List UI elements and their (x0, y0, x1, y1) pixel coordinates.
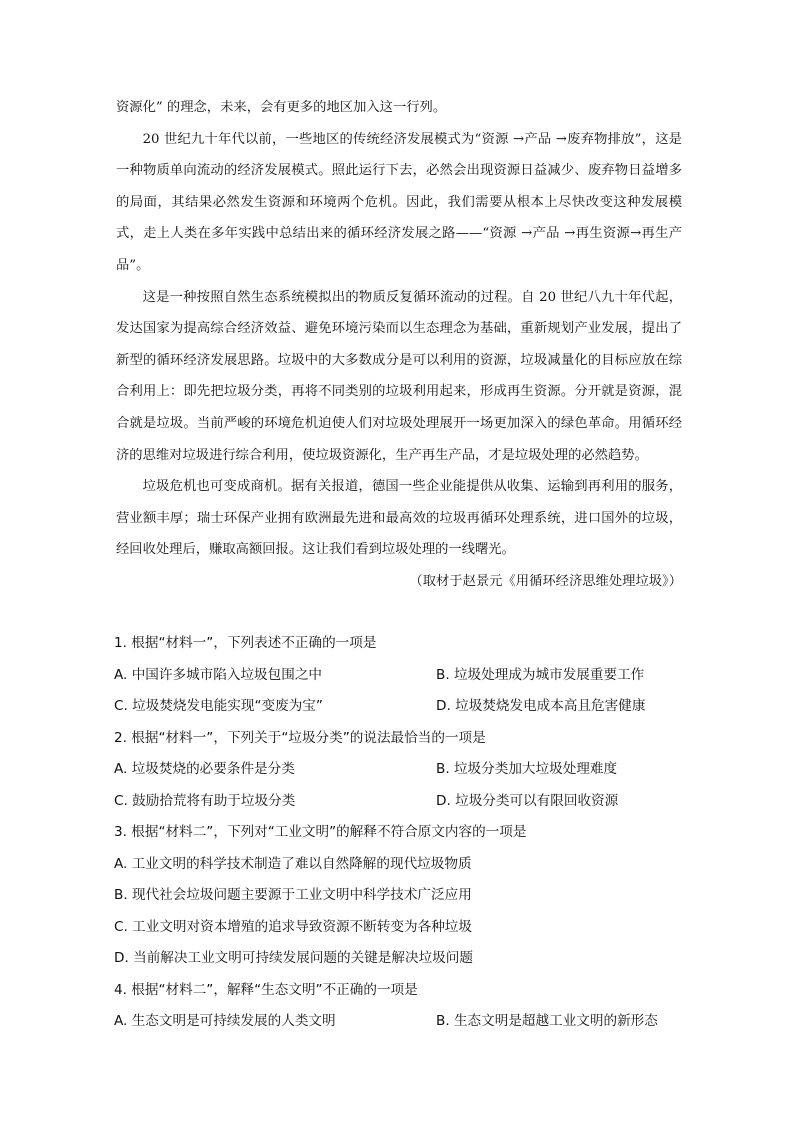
passage-source: （取材于赵景元《用循环经济思维处理垃圾》） (409, 573, 682, 589)
question-3 (114, 817, 684, 975)
option-row (114, 754, 684, 786)
option-a: A. 工业文明的科学技术制造了难以自然降解的现代垃圾物质 (114, 855, 472, 872)
option-b: B. 垃圾处理成为城市发展重要工作 (436, 666, 645, 683)
question-4 (114, 975, 684, 1038)
option-row (114, 691, 684, 723)
question-1 (114, 628, 684, 723)
option-d: D. 垃圾焚烧发电成本高且危害健康 (436, 698, 646, 714)
reading-passage (116, 92, 682, 598)
question-list (114, 628, 684, 1038)
option-b: B. 现代社会垃圾问题主要源于工业文明中科学技术广泛应用 (114, 887, 472, 903)
question-2 (114, 723, 684, 818)
option-c: C. 垃圾焚烧发电能实现“变废为宝” (114, 698, 323, 714)
option-row (114, 786, 684, 818)
question-stem: 3. 根据“材料二”，下列对“工业文明”的解释不符合原文内容的一项是 (114, 824, 527, 840)
option-row (114, 1006, 684, 1038)
question-stem: 4. 根据“材料二”，解释“生态文明”不正确的一项是 (114, 981, 418, 998)
passage-paragraph-1: 资源化” 的理念，未来，会有更多的地区加入这一行列。 (116, 100, 447, 115)
option-a: A. 中国许多城市陷入垃圾包围之中 (114, 666, 323, 683)
option-a: A. 垃圾焚烧的必要条件是分类 (114, 761, 295, 777)
option-a: A. 生态文明是可持续发展的人类文明 (114, 1013, 336, 1029)
option-d: D. 当前解决工业文明可持续发展问题的关键是解决垃圾问题 (114, 950, 473, 966)
question-stem: 1. 根据“材料一”，下列表述不正确的一项是 (114, 635, 377, 651)
option-c: C. 鼓励拾荒将有助于垃圾分类 (114, 792, 296, 809)
passage-paragraph-4: 垃圾危机也可变成商机。据有关报道，德国一些企业能提供从收集、运输到再利用的服务，营业额丰厚；瑞士环保产业拥有欧洲最先进和最高效的垃圾再循环处理系统，进口国外的垃圾，经回收处理后，赚取高额回报。这让我们看到垃圾处理的一线曙光。 (116, 479, 682, 558)
option-d: D. 垃圾分类可以有限回收资源 (436, 792, 619, 809)
passage-paragraph-2: 20 世纪九十年代以前，一些地区的传统经济发展模式为“资源 →产品 →废弃物排放”，这是一种物质单向流动的经济发展模式。照此运行下去，必然会出现资源日益减少、废弃物日益增多的局面，其结果必然发生资源和环境两个危机。因此，我们需要从根本上尽快改变这种发展模式，走上人类在多年实践中总结出来的循环经济发展之路——“资源 →产品 →再生资源→再生产品”。 (116, 131, 682, 273)
option-b: B. 垃圾分类加大垃圾处理难度 (436, 761, 618, 777)
option-b: B. 生态文明是超越工业文明的新形态 (436, 1013, 658, 1029)
option-row (114, 660, 684, 692)
option-c: C. 工业文明对资本增殖的追求导致资源不断转变为各种垃圾 (114, 918, 472, 935)
passage-paragraph-3: 这是一种按照自然生态系统模拟出的物质反复循环流动的过程。自 20 世纪八九十年代起，发达国家为提高综合经济效益、避免环境污染而以生态理念为基础，重新规划产业发展，提出了新型的循环经济发展思路。垃圾中的大多数成分是可以利用的资源，垃圾减量化的目标应放在综合利用上：即先把垃圾分类，再将不同类别的垃圾利用起来，形成再生资源。分开就是资源，混合就是垃圾。当前严峻的环境危机迫使人们对垃圾处理展开一场更加深入的绿色革命。用循环经济的思维对垃圾进行综合利用，使垃圾资源化，生产再生产品，才是垃圾处理的必然趋势。 (116, 289, 682, 463)
question-stem: 2. 根据“材料一”，下列关于“垃圾分类”的说法最恰当的一项是 (114, 729, 486, 746)
